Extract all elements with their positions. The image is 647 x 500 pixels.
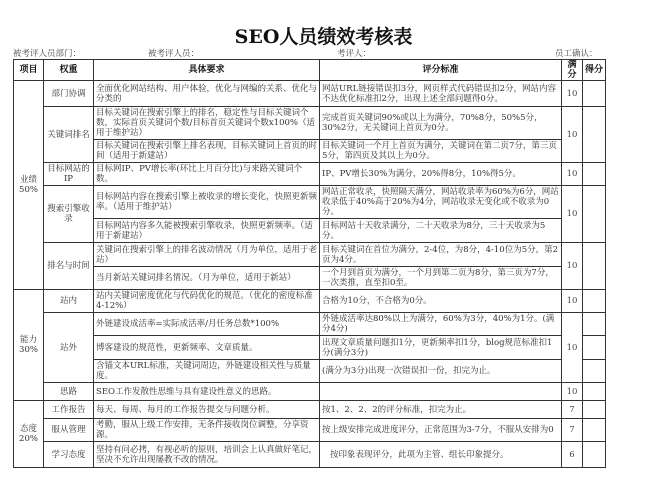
criteria-cell: 按1、2、2、2的评分标准，扣完为止。 xyxy=(320,401,562,419)
requirement-cell: 含锚文本URL标准，关键词周边，外链建设相关性与质量度。 xyxy=(94,360,320,383)
score-input-cell[interactable] xyxy=(583,383,606,401)
score-input-cell[interactable] xyxy=(583,401,606,419)
criteria-cell: 按上级安排完成进度评分，正常范围为3-7分，不服从安排为0 xyxy=(320,419,562,442)
table-row xyxy=(14,107,606,140)
table-row xyxy=(14,163,606,186)
table-row xyxy=(14,360,606,383)
header-score: 得分 xyxy=(583,60,606,81)
header-row xyxy=(14,60,606,81)
criteria-cell: 网站正常收录，快照隔天满分，网站收录率为60%为6分，网站收录低于40%高于20%为4分，网站收录无变化或不收录为0分。 xyxy=(320,186,562,219)
criteria-cell: 出现文章质量问题扣1分，更新频率扣1分，blog规范标准扣1分(满分3分) xyxy=(320,336,562,360)
requirement-cell: SEO工作发散性思维与具有建设性意义的思路。 xyxy=(94,383,320,401)
score-input-cell[interactable] xyxy=(583,243,606,290)
score-input-cell[interactable] xyxy=(583,163,606,186)
full-score-cell: 10 xyxy=(562,186,583,243)
criteria-cell: 目标网站十天收录满分，二十天收录为8分，三十天收录为5分。 xyxy=(320,219,562,243)
requirement-cell: 目标网站内容在搜索引擎上被收录的增长变化，快照更新频率。（适用于维护站） xyxy=(94,186,320,219)
header-weight: 权重 xyxy=(44,60,94,81)
score-input-cell[interactable] xyxy=(583,186,606,243)
table-row xyxy=(14,219,606,243)
criteria-cell xyxy=(320,383,562,401)
weight-cell: 部门协调 xyxy=(44,81,94,107)
evaluation-table xyxy=(13,59,606,468)
score-input-cell[interactable] xyxy=(583,419,606,442)
table-row xyxy=(14,243,606,267)
full-score-cell: 10 xyxy=(562,81,583,107)
requirement-cell: 考勤，服从上级工作安排，无条件接收岗位调整，分享资源。 xyxy=(94,419,320,442)
criteria-cell: 完成首页关键词90%或以上为满分，70%8分，50%5分，30%2分，无关键词上首页为0分。 xyxy=(320,107,562,140)
criteria-cell: 目标关键词一个月上首页为满分，关键词在第二页7分，第三页5分，第四页及其以上为0分。 xyxy=(320,140,562,163)
requirement-cell: 目标网IP、PV增长率(环比上月百分比)与来路关键词个数。 xyxy=(94,163,320,186)
requirement-cell: 目标网站内容多久能被搜索引擎收录，快照更新频率。（适用于新建站） xyxy=(94,219,320,243)
requirement-cell: 目标关键词在搜索引擎上排名表现，目标关键词上首页的时间（适用于新建站） xyxy=(94,140,320,163)
table-row xyxy=(14,267,606,290)
employee-label: 被考评人员： xyxy=(148,49,200,59)
requirement-cell: 目标关键词在搜索引擎上的排名，稳定性与目标关键词个数，实际首页关键词个数/目标首页关键词个数x100%（适用于维护站） xyxy=(94,107,320,140)
weight-cell: 学习态度 xyxy=(44,442,94,468)
score-input-cell[interactable] xyxy=(583,81,606,107)
criteria-cell: 目标关键词在首位为满分，2-4位，为8分，4-10位为5分，第2页为4分。 xyxy=(320,243,562,267)
confirm-label: 员工确认： xyxy=(555,49,598,59)
requirement-cell: 博客建设的规范性，更新频率、文章质量。 xyxy=(94,336,320,360)
table-row xyxy=(14,140,606,163)
table-row xyxy=(14,336,606,360)
table-row xyxy=(14,401,606,419)
score-input-cell[interactable] xyxy=(583,336,606,360)
section-ability: 能力30% xyxy=(14,290,44,401)
requirement-cell: 外链建设成活率=实际成活率/月任务总数*100% xyxy=(94,313,320,336)
requirement-cell: 关键词在搜索引擎上的排名波动情况（月为单位，适用于老站） xyxy=(94,243,320,267)
department-label: 被考评人员部门： xyxy=(13,49,82,59)
requirement-cell: 每天、每周、每月的工作报告提交与问题分析。 xyxy=(94,401,320,419)
requirement-cell: 坚持有问必拷，有视必听的原则，培训会上认真做好笔记，坚决不允许出现屡教不改的情况。 xyxy=(94,442,320,468)
full-score-cell: 10 xyxy=(562,163,583,186)
score-input-cell[interactable] xyxy=(583,442,606,468)
full-score-cell: 10 xyxy=(562,243,583,290)
weight-cell: 服从管理 xyxy=(44,419,94,442)
criteria-cell: IP、PV增长30%为满分，20%得8分，10%得5分。 xyxy=(320,163,562,186)
table-row xyxy=(14,290,606,313)
requirement-cell: 站内关键词密度优化与代码优化的规范。（优化的密度标准4-12%） xyxy=(94,290,320,313)
weight-cell: 搜索引擎收录 xyxy=(44,186,94,243)
page-title: SEO人员绩效考核表 xyxy=(234,26,413,48)
criteria-cell: 一个月到首页为满分，一个月到第二页为8分，第三页为7分，一次类推，直至扣0至。 xyxy=(320,267,562,290)
weight-cell: 站外 xyxy=(44,313,94,383)
section-performance: 业绩50% xyxy=(14,81,44,290)
score-input-cell[interactable] xyxy=(583,290,606,313)
criteria-cell: (满分为3分)出现一次错误扣一份，扣完为止。 xyxy=(320,360,562,383)
full-score-cell: 10 xyxy=(562,107,583,163)
weight-cell: 排名与时间 xyxy=(44,243,94,290)
weight-cell: 工作报告 xyxy=(44,401,94,419)
score-input-cell[interactable] xyxy=(583,313,606,336)
requirement-cell: 当月新站关键词排名情况。（月为单位，适用于新站） xyxy=(94,267,320,290)
score-input-cell[interactable] xyxy=(583,360,606,383)
table-row xyxy=(14,383,606,401)
criteria-cell: 网站URL链接错误扣3分，网页样式代码错误扣2分，网站内容不达优化标准扣2分，出现上述全部问题得0分。 xyxy=(320,81,562,107)
weight-cell: 思路 xyxy=(44,383,94,401)
table-row xyxy=(14,81,606,107)
weight-cell: 目标网站的IP xyxy=(44,163,94,186)
table-row xyxy=(14,313,606,336)
weight-cell: 关键词排名 xyxy=(44,107,94,163)
header-criteria: 评分标准 xyxy=(320,60,562,81)
score-input-cell[interactable] xyxy=(583,107,606,163)
evaluator-label: 考评人： xyxy=(337,49,372,59)
weight-cell: 站内 xyxy=(44,290,94,313)
header-item: 项目 xyxy=(14,60,44,81)
full-score-cell: 7 xyxy=(562,401,583,419)
table-row xyxy=(14,442,606,468)
criteria-cell: 按印象表现评分，此项为主管、组长印象提分。 xyxy=(320,442,562,468)
full-score-cell: 10 xyxy=(562,290,583,313)
full-score-cell: 10 xyxy=(562,313,583,383)
criteria-cell: 合格为10分，不合格为0分。 xyxy=(320,290,562,313)
requirement-cell: 全面优化网站结构、用户体验，优化与网编的关系、优化与分类的 xyxy=(94,81,320,107)
full-score-cell: 7 xyxy=(562,419,583,442)
table-row xyxy=(14,419,606,442)
full-score-cell: 10 xyxy=(562,383,583,401)
full-score-cell: 6 xyxy=(562,442,583,468)
section-attitude: 态度20% xyxy=(14,401,44,468)
criteria-cell: 外链成活率达80%以上为满分，60%为3分，40%为1分。(满分4分) xyxy=(320,313,562,336)
header-full-score: 满分 xyxy=(562,60,583,81)
header-requirement: 具体要求 xyxy=(94,60,320,81)
table-row xyxy=(14,186,606,219)
